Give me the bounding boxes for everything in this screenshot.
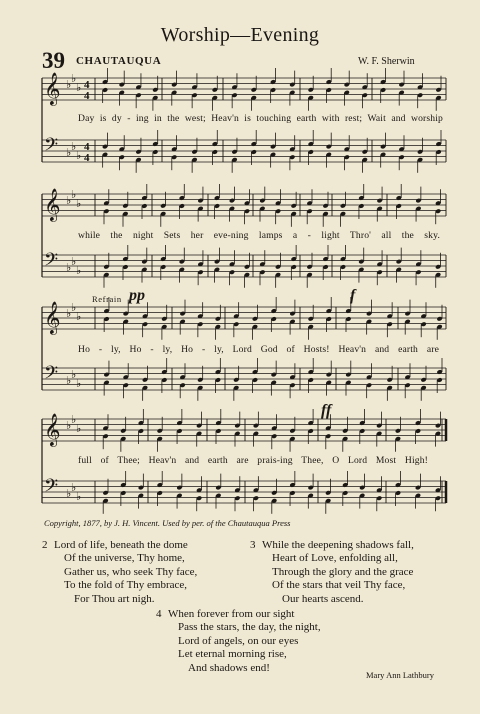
dynamic-pp: pp (129, 287, 145, 304)
flat-sign-icon: ♭ (66, 420, 72, 432)
bass-clef-icon: 𝄢 (44, 363, 59, 388)
verse-line: When forever from our sight (168, 608, 295, 620)
system-4-lyrics: full of Thee; Heav'n and earth are prais-ing Thee, O Lord Most High! (78, 455, 428, 466)
flat-sign-icon: ♭ (66, 147, 72, 159)
flat-sign-icon: ♭ (76, 378, 82, 390)
flat-sign-icon: ♭ (66, 308, 72, 320)
bass-clef-icon: 𝄢 (44, 476, 59, 501)
verse-line: Let eternal morning rise, (178, 648, 287, 661)
treble-clef-icon: 𝄞 (44, 72, 61, 105)
flat-sign-icon: ♭ (76, 265, 82, 277)
composer-credit: W. F. Sherwin (358, 56, 415, 67)
verse-line: To the fold of Thy embrace, (64, 579, 188, 592)
flat-sign-icon: ♭ (71, 141, 77, 153)
tune-name: CHAUTAUQUA (76, 55, 162, 67)
dynamic-ff: ff (321, 402, 332, 419)
flat-sign-icon: ♭ (71, 73, 77, 85)
treble-clef-icon: 𝄞 (44, 301, 61, 334)
flat-sign-icon: ♭ (66, 488, 72, 500)
author-credit: Mary Ann Lathbury (366, 670, 434, 680)
page-title: Worship—Evening (160, 24, 320, 46)
flat-sign-icon: ♭ (66, 262, 72, 274)
system-3-lyrics: Ho - ly, Ho - ly, Ho - ly, Lord God of Hosts! Heav'n and earth are (78, 344, 439, 355)
time-signature: 4 (84, 152, 90, 164)
bass-clef-icon: 𝄢 (44, 135, 59, 160)
verse-3 (250, 539, 414, 606)
flat-sign-icon: ♭ (71, 256, 77, 268)
system-2-lyrics: while the night Sets her eve-ning lamps a - light Thro' all the sky. (78, 230, 440, 241)
verse-line: Gather us, who seek Thy face, (64, 565, 198, 578)
flat-sign-icon: ♭ (76, 491, 82, 503)
flat-sign-icon: ♭ (66, 195, 72, 207)
flat-sign-icon: ♭ (76, 82, 82, 94)
flat-sign-icon: ♭ (76, 198, 82, 210)
time-signature: 4 (84, 90, 90, 102)
verse-line: Lord of life, beneath the dome (54, 539, 188, 551)
verse-line: Lord of angels, on our eyes (178, 634, 299, 647)
verse-line: Heart of Love, enfolding all, (272, 552, 398, 565)
verse-line: Through the glory and the grace (272, 565, 414, 578)
flat-sign-icon: ♭ (71, 482, 77, 494)
bass-clef-icon: 𝄢 (44, 250, 59, 275)
flat-sign-icon: ♭ (71, 302, 77, 314)
verse-line: While the deepening shadows fall, (262, 539, 414, 551)
time-signature: 4 (84, 141, 90, 153)
verse-number: 4 (156, 608, 162, 620)
dynamic-f: f (350, 287, 356, 304)
flat-sign-icon: ♭ (71, 369, 77, 381)
flat-sign-icon: ♭ (66, 79, 72, 91)
verse-number: 2 (42, 539, 48, 551)
verse-number: 3 (250, 539, 256, 551)
refrain-label: Refrain (92, 294, 122, 304)
flat-sign-icon: ♭ (66, 375, 72, 387)
verse-line: Our hearts ascend. (282, 592, 364, 605)
hymn-number: 39 (42, 48, 65, 73)
copyright-notice: Copyright, 1877, by J. H. Vincent. Used by per. of the Chautauqua Press (44, 518, 291, 528)
verse-line: For Thou art nigh. (74, 592, 155, 605)
verse-2 (42, 539, 198, 606)
treble-clef-icon: 𝄞 (44, 188, 61, 221)
system-1-lyrics: Day is dy - ing in the west; Heav'n is touching earth with rest; Wait and worship (78, 113, 443, 124)
verse-line: Pass the stars, the day, the night, (178, 621, 321, 634)
flat-sign-icon: ♭ (71, 414, 77, 426)
verse-line: And shadows end! (188, 661, 270, 674)
flat-sign-icon: ♭ (76, 150, 82, 162)
verse-4 (156, 608, 321, 675)
flat-sign-icon: ♭ (76, 423, 82, 435)
verse-line: Of the stars that veil Thy face, (272, 579, 406, 592)
verse-line: Of the universe, Thy home, (64, 552, 185, 565)
treble-clef-icon: 𝄞 (44, 413, 61, 446)
time-signature: 4 (84, 79, 90, 91)
flat-sign-icon: ♭ (71, 189, 77, 201)
flat-sign-icon: ♭ (76, 311, 82, 323)
